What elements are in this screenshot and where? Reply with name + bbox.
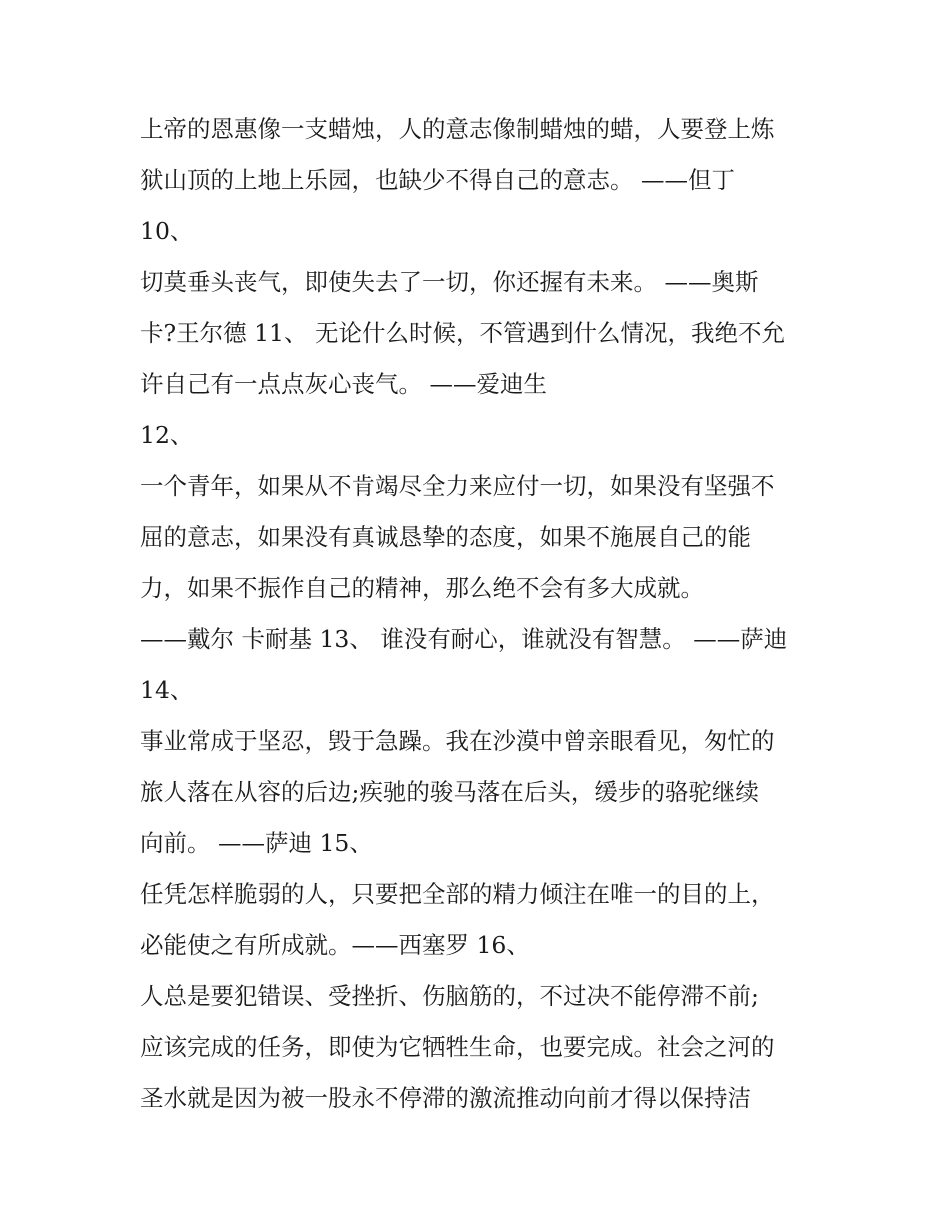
text-line: 向前。 ——萨迪 15、 xyxy=(140,829,373,857)
text-line: 10、 xyxy=(140,217,194,245)
text-line: 切莫垂头丧气，即使失去了一切，你还握有未来。 ——奥斯 xyxy=(140,268,759,296)
text-line: 一个青年，如果从不肯竭尽全力来应付一切，如果没有坚强不 xyxy=(140,472,775,500)
text-line: 人总是要犯错误、受挫折、伤脑筋的，不过决不能停滞不前; xyxy=(140,982,759,1010)
text-line: 12、 xyxy=(140,421,194,449)
text-line: 许自己有一点点灰心丧气。 ——爱迪生 xyxy=(140,370,547,398)
text-line: 上帝的恩惠像一支蜡烛，人的意志像制蜡烛的蜡，人要登上炼 xyxy=(140,115,775,143)
text-line: 旅人落在从容的后边;疾驰的骏马落在后头，缓步的骆驼继续 xyxy=(140,778,759,806)
text-line: 力，如果不振作自己的精神，那么绝不会有多大成就。 xyxy=(140,574,704,602)
text-line: 必能使之有所成就。——西塞罗 16、 xyxy=(140,931,530,959)
text-line: 圣水就是因为被一股永不停滞的激流推动向前才得以保持洁 xyxy=(140,1084,751,1112)
text-line: 狱山顶的上地上乐园，也缺少不得自己的意志。 ——但丁 xyxy=(140,166,735,194)
text-line: 任凭怎样脆弱的人，只要把全部的精力倾注在唯一的目的上， xyxy=(140,880,775,908)
text-line: ——戴尔 卡耐基 13、 谁没有耐心，谁就没有智慧。 ——萨迪 xyxy=(140,625,788,653)
text-line: 14、 xyxy=(140,676,194,704)
text-line: 事业常成于坚忍，毁于急躁。我在沙漠中曾亲眼看见，匆忙的 xyxy=(140,727,775,755)
text-line: 屈的意志，如果没有真诚恳挚的态度，如果不施展自己的能 xyxy=(140,523,751,551)
text-line: 应该完成的任务，即使为它牺牲生命，也要完成。社会之河的 xyxy=(140,1033,775,1061)
text-line: 卡?王尔德 11、 无论什么时候，不管遇到什么情况，我绝不允 xyxy=(140,319,785,347)
